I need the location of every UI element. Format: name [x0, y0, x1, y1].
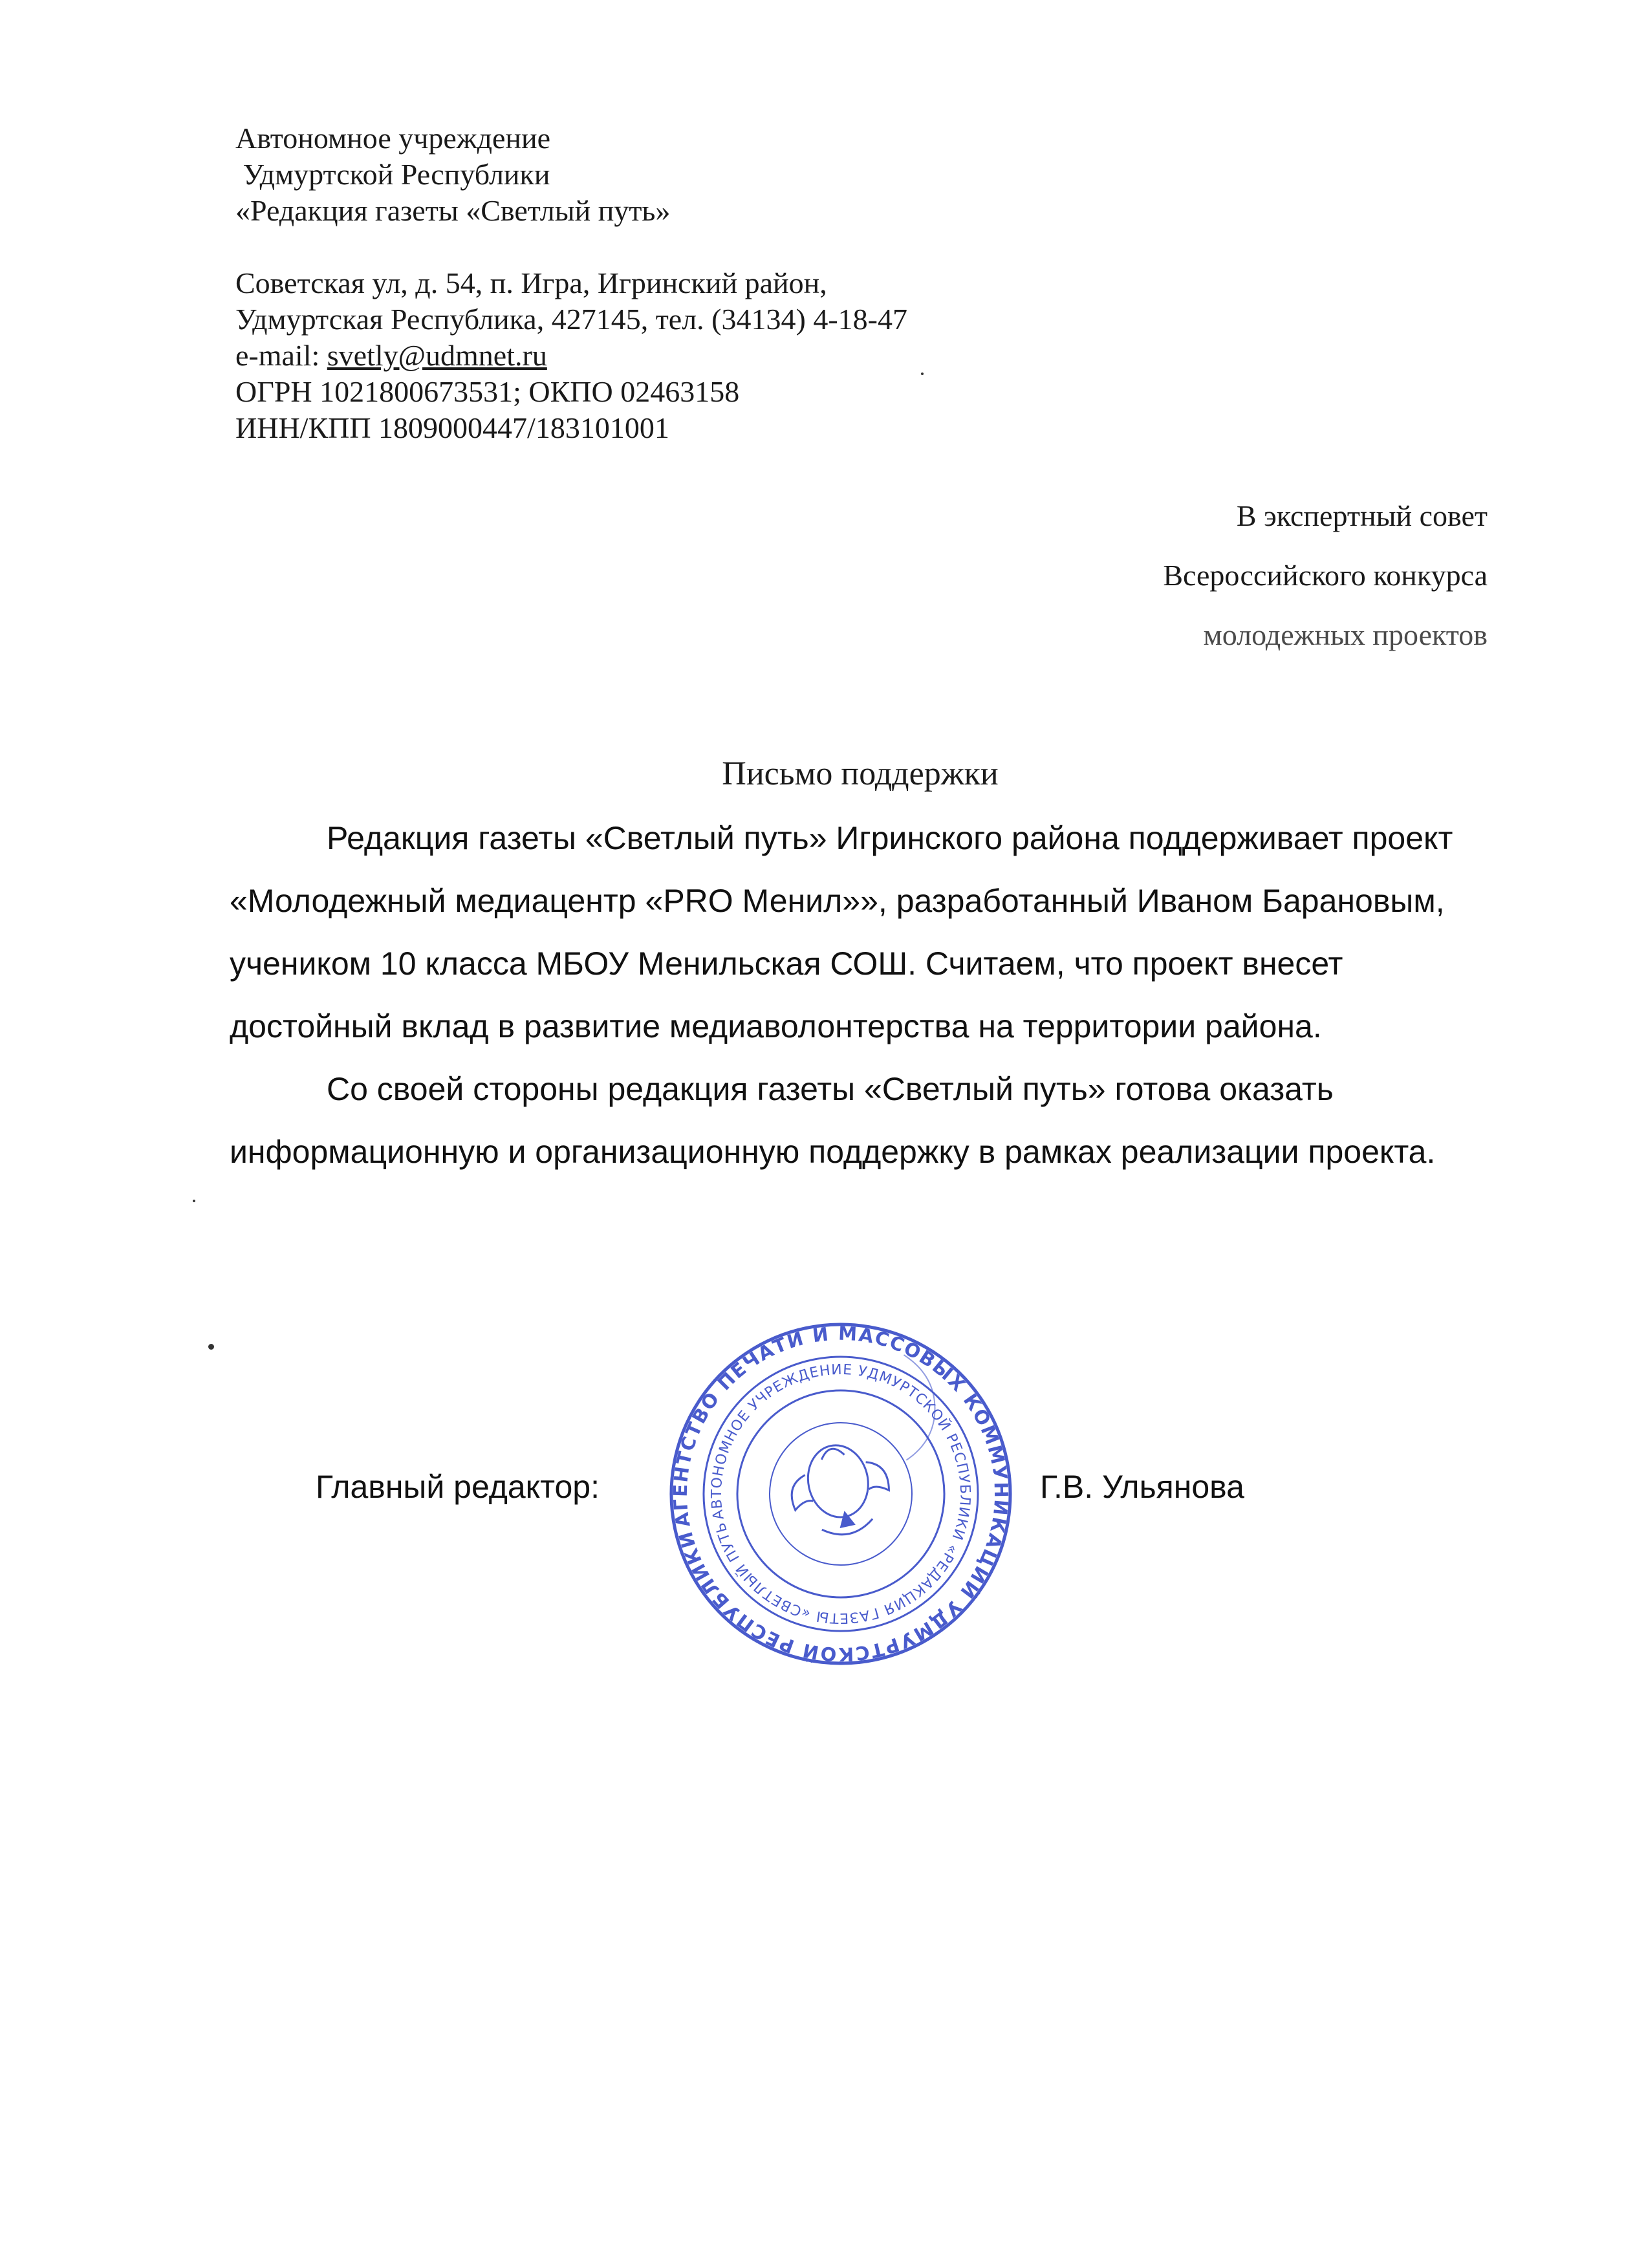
ogrn-line: ОГРН 1021800673531; ОКПО 02463158: [235, 375, 740, 408]
address-line: Удмуртская Республика, 427145, тел. (34134) 4-18-47: [235, 303, 907, 336]
address-line: Советская ул, д. 54, п. Игра, Игринский район,: [235, 266, 827, 299]
signature-role: Главный редактор:: [316, 1469, 600, 1505]
letter-body: [230, 807, 1484, 1183]
addressee-line: молодежных проектов: [1203, 618, 1488, 651]
email-link[interactable]: svetly@udmnet.ru: [327, 339, 547, 372]
addressee-line: Всероссийского конкурса: [1163, 559, 1488, 592]
email-label: e-mail:: [235, 339, 327, 372]
signature-name: Г.В. Ульянова: [1040, 1469, 1244, 1505]
email-line: [235, 338, 907, 374]
letterhead: [235, 120, 907, 446]
scan-speck: [193, 1200, 195, 1202]
stamp-outer-text: АГЕНТСТВО ПЕЧАТИ И МАССОВЫХ КОММУНИКАЦИЙ УДМУРТСКОЙ РЕСПУБЛИКИ: [669, 1322, 1013, 1666]
stamp-inner-text: АВТОНОМНОЕ УЧРЕЖДЕНИЕ УДМУРТСКОЙ РЕСПУБЛИКИ «РЕДАКЦИЯ ГАЗЕТЫ «СВЕТЛЫЙ ПУТЬ»: [708, 1361, 973, 1626]
letter-title: Письмо поддержки: [722, 755, 999, 792]
official-stamp: [660, 1319, 1022, 1669]
addressee-line: В экспертный совет: [1236, 499, 1488, 532]
org-line: «Редакция газеты «Светлый путь»: [235, 194, 671, 227]
org-line: Автономное учреждение: [235, 122, 551, 155]
scan-speck: [208, 1344, 214, 1350]
org-line: Удмуртской Республики: [235, 158, 550, 191]
inn-line: ИНН/КПП 1809000447/183101001: [235, 411, 669, 444]
stamp-emblem-icon: [783, 1436, 897, 1544]
body-paragraph: Со своей стороны редакция газеты «Светлый путь» готова оказать информационную и организационную поддержку в рамках реализации проекта.: [230, 1071, 1436, 1170]
addressee-block: [1035, 486, 1488, 665]
body-paragraph: Редакция газеты «Светлый путь» Игринского района поддерживает проект «Молодежный медиацентр «PRO Менил»», разработанный Иваном Барановым, учеником 10 класса МБОУ Менильская СОШ. Считаем, что проект внесет достойный вклад в развитие медиаволонтерства на территории района.: [230, 820, 1453, 1044]
scan-speck: [921, 373, 924, 375]
